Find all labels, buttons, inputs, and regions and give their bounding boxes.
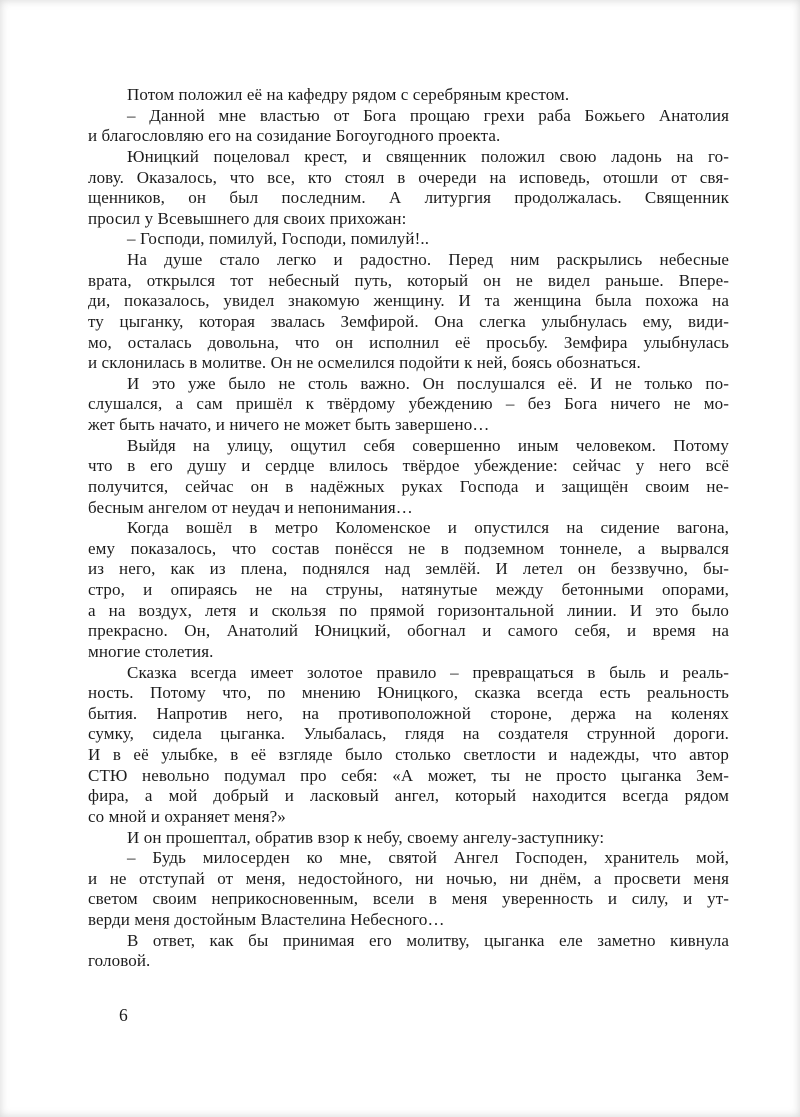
text-line: просил у Всевышнего для своих прихожан: bbox=[88, 208, 407, 228]
text-line: – Будь милосерден ко мне, святой Ангел Господен, хранитель мой, bbox=[127, 848, 729, 868]
text-line: головой. bbox=[88, 951, 151, 971]
text-line: светом своим неприкосновенным, всели в меня уверенность и силу, и ут- bbox=[88, 889, 729, 909]
text-line: – Данной мне властью от Бога прощаю грехи раба Божьего Анатолия bbox=[127, 105, 729, 125]
text-line: из него, как из плена, поднялся над землёй. И летел он беззвучно, бы- bbox=[88, 559, 729, 579]
text-line: слушался, а сам пришёл к твёрдому убеждению – без Бога ничего не мо- bbox=[88, 394, 729, 414]
text-line: стро, и опираясь не на струны, натянутые между бетонными опорами, bbox=[88, 580, 729, 599]
text-line: ту цыганку, которая звалась Земфирой. Она слегка улыбнулась ему, види- bbox=[88, 311, 729, 331]
text-line: Юницкий поцеловал крест, и священник положил свою ладонь на го- bbox=[127, 146, 729, 166]
text-line: Сказка всегда имеет золотое правило – превращаться в быль и реаль- bbox=[127, 662, 729, 682]
text-line: И это уже было не столь важно. Он послушался её. И не только по- bbox=[127, 373, 729, 393]
text-line: СТЮ невольно подумал про себя: «А может, ты не просто цыганка Зем- bbox=[88, 765, 729, 785]
text-line: На душе стало легко и радостно. Перед ним раскрылись небесные bbox=[127, 250, 729, 269]
text-line: ность. Потому что, по мнению Юницкого, сказка всегда есть реальность bbox=[88, 683, 729, 703]
text-line: а на воздух, летя и скользя по прямой горизонтальной линии. И это было bbox=[88, 600, 729, 620]
text-line: фира, а мой добрый и ласковый ангел, который находится всегда рядом bbox=[88, 786, 729, 806]
text-line: Выйдя на улицу, ощутил себя совершенно иным человеком. Потому bbox=[127, 435, 729, 455]
text-line: и благословляю его на созидание Богоугодного проекта. bbox=[88, 126, 501, 146]
text-line: И в её улыбке, в её взгляде было столько светлости и надежды, что автор bbox=[88, 745, 729, 764]
text-line: жет быть начато, и ничего не может быть завершено… bbox=[88, 415, 490, 434]
text-line: получится, сейчас он в надёжных руках Господа и защищён своим не- bbox=[88, 476, 729, 496]
text-line: – Господи, помилуй, Господи, помилуй!.. bbox=[127, 229, 430, 249]
text-line: и склонилась в молитве. Он не осмелился подойти к ней, боясь обознаться. bbox=[88, 353, 641, 373]
text-line: Когда вошёл в метро Коломенское и опустился на сидение вагона, bbox=[127, 518, 729, 538]
text-line: мо, осталась довольна, что он исполнил её просьбу. Земфира улыбнулась bbox=[88, 332, 729, 352]
text-line: Потом положил её на кафедру рядом с серебряным крестом. bbox=[127, 85, 570, 104]
text-line: со мной и охраняет меня?» bbox=[88, 806, 286, 826]
text-line: бытия. Напротив него, на противоположной стороне, держа на коленях bbox=[88, 703, 729, 723]
text-line: врата, открылся тот небесный путь, который он не видел раньше. Впере- bbox=[88, 270, 729, 290]
text-line: бесным ангелом от неудач и непонимания… bbox=[88, 497, 413, 517]
text-line: многие столетия. bbox=[88, 641, 214, 661]
text-line: сумку, сидела цыганка. Улыбалась, глядя на создателя струнной дороги. bbox=[88, 724, 729, 744]
text-line: что в его душу и сердце влилось твёрдое убеждение: сейчас у него всё bbox=[88, 456, 729, 476]
page-text bbox=[88, 85, 729, 972]
text-line: щенников, он был последним. А литургия продолжалась. Священник bbox=[88, 188, 729, 208]
text-line: В ответ, как бы принимая его молитву, цыганка еле заметно кивнула bbox=[127, 930, 729, 950]
text-line: верди меня достойным Властелина Небесного… bbox=[88, 910, 445, 929]
text-line: лову. Оказалось, что все, кто стоял в очереди на исповедь, отошли от свя- bbox=[88, 167, 729, 187]
text-line: И он прошептал, обратив взор к небу, своему ангелу-заступнику: bbox=[127, 827, 605, 847]
text-line: ему показалось, что состав понёсся не в подземном тоннеле, а вырвался bbox=[88, 538, 729, 558]
text-line: и не отступай от меня, недостойного, ни ночью, ни днём, а просвети меня bbox=[88, 868, 729, 888]
text-line: прекрасно. Он, Анатолий Юницкий, обогнал и самого себя, и время на bbox=[88, 621, 729, 641]
text-line: ди, показалось, увидел знакомую женщину. И та женщина была похожа на bbox=[88, 291, 729, 311]
page-number: 6 bbox=[119, 1005, 128, 1025]
